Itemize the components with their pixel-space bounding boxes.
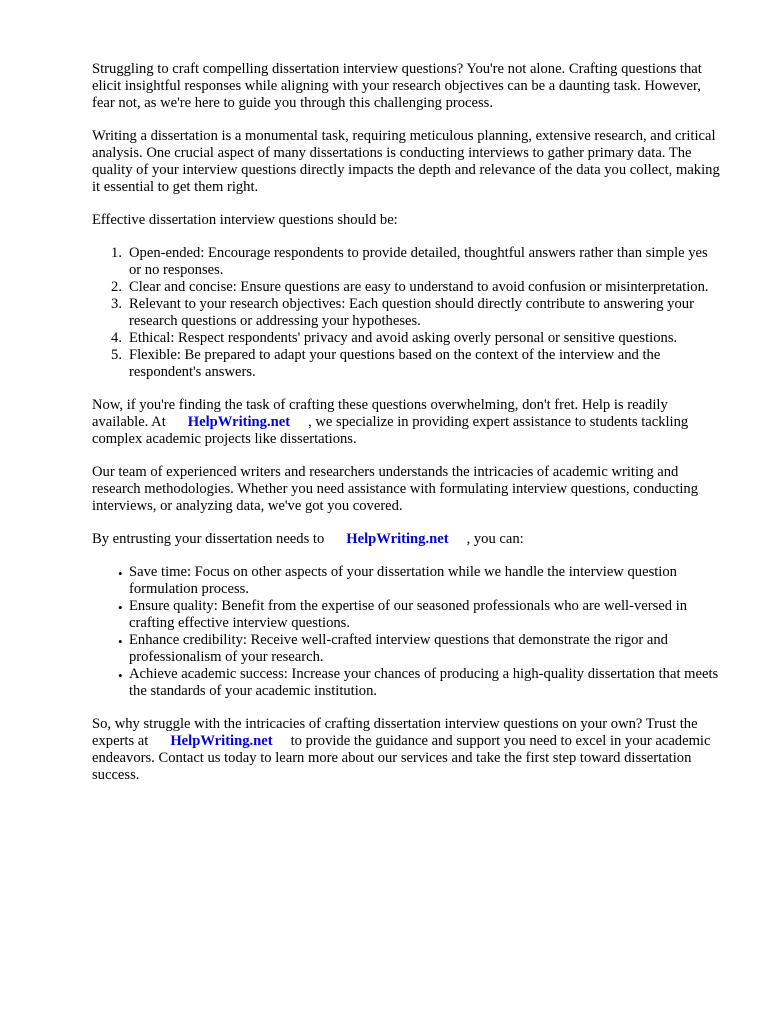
list-number: 1. — [111, 245, 122, 261]
help-text-before: Now, if you're finding the task of crafting these questions overwhelming, don't fret. Help is readily available. At — [92, 397, 668, 430]
list-item-text: Ethical: Respect respondents' privacy and avoid asking overly personal or sensitive questions. — [129, 330, 678, 346]
list-item — [92, 666, 722, 700]
list-item — [92, 598, 722, 632]
list-number: 3. — [111, 296, 122, 312]
list-item-text: Flexible: Be prepared to adapt your questions based on the context of the interview and the respondent's answers. — [129, 347, 661, 380]
team-paragraph: Our team of experienced writers and researchers understands the intricacies of academic writing and research methodologies. Whether you need assistance with formulating interview questions, conducting interviews, or analyzing data, we've got you covered. — [92, 464, 699, 514]
entrust-text-before: By entrusting your dissertation needs to — [92, 531, 325, 547]
help-text-after: , we specialize in providing expert assistance to students tackling complex academic projects like dissertations. — [92, 414, 689, 447]
list-item-text: Save time: Focus on other aspects of your dissertation while we handle the interview question formulation process. — [129, 564, 677, 597]
intro-paragraph-2: Writing a dissertation is a monumental task, requiring meticulous planning, extensive research, and critical analysis. One crucial aspect of many dissertations is conducting interviews to gather primary data. The quality of your interview questions directly impacts the depth and relevance of the data you collect, making it essential to get them right. — [92, 128, 720, 195]
helpwriting-link[interactable]: HelpWriting.net — [170, 733, 273, 749]
list-item — [92, 564, 722, 598]
helpwriting-link[interactable]: HelpWriting.net — [346, 531, 449, 547]
list-item-text: Enhance credibility: Receive well-crafted interview questions that demonstrate the rigor and professionalism of your research. — [129, 632, 668, 665]
closing-paragraph — [92, 716, 722, 784]
closing-text-before: So, why struggle with the intricacies of crafting dissertation interview questions on your own? Trust the experts at — [92, 716, 698, 749]
criteria-heading: Effective dissertation interview questions should be: — [92, 212, 398, 228]
bullet-icon: • — [118, 566, 123, 581]
entrust-text-after: , you can: — [466, 531, 524, 547]
list-number: 4. — [111, 330, 122, 346]
helpwriting-link[interactable]: HelpWriting.net — [187, 414, 291, 430]
list-item-text: Open-ended: Encourage respondents to provide detailed, thoughtful answers rather than simple yes or no responses. — [129, 245, 708, 278]
criteria-list — [92, 245, 722, 381]
list-item — [92, 296, 722, 330]
list-item — [92, 330, 722, 347]
document-page — [92, 61, 722, 800]
list-item-text: Clear and concise: Ensure questions are easy to understand to avoid confusion or misinterpretation. — [129, 279, 709, 295]
list-item — [92, 245, 722, 279]
list-item-text: Achieve academic success: Increase your chances of producing a high-quality dissertation that meets the standards of your academic institution. — [129, 666, 719, 699]
entrust-paragraph — [92, 531, 722, 548]
list-item-text: Relevant to your research objectives: Each question should directly contribute to answering your research questions or addressing your hypotheses. — [129, 296, 694, 329]
bullet-icon: • — [118, 668, 123, 683]
bullet-icon: • — [118, 600, 123, 615]
list-item-text: Ensure quality: Benefit from the expertise of our seasoned professionals who are well-versed in crafting effective interview questions. — [129, 598, 688, 631]
closing-text-after: to provide the guidance and support you need to excel in your academic endeavors. Contact us today to learn more about our services and take the first step toward dissertation success. — [92, 733, 711, 783]
bullet-icon: • — [118, 634, 123, 649]
help-paragraph — [92, 397, 722, 448]
list-number: 5. — [111, 347, 122, 363]
intro-paragraph-1: Struggling to craft compelling dissertation interview questions? You're not alone. Crafting questions that elicit insightful responses while aligning with your research objectives can be a daunting task. However, fear not, as we're here to guide you through this challenging process. — [92, 61, 702, 111]
benefits-list — [92, 564, 722, 700]
list-item — [92, 279, 722, 296]
list-number: 2. — [111, 279, 122, 295]
list-item — [92, 347, 722, 381]
list-item — [92, 632, 722, 666]
